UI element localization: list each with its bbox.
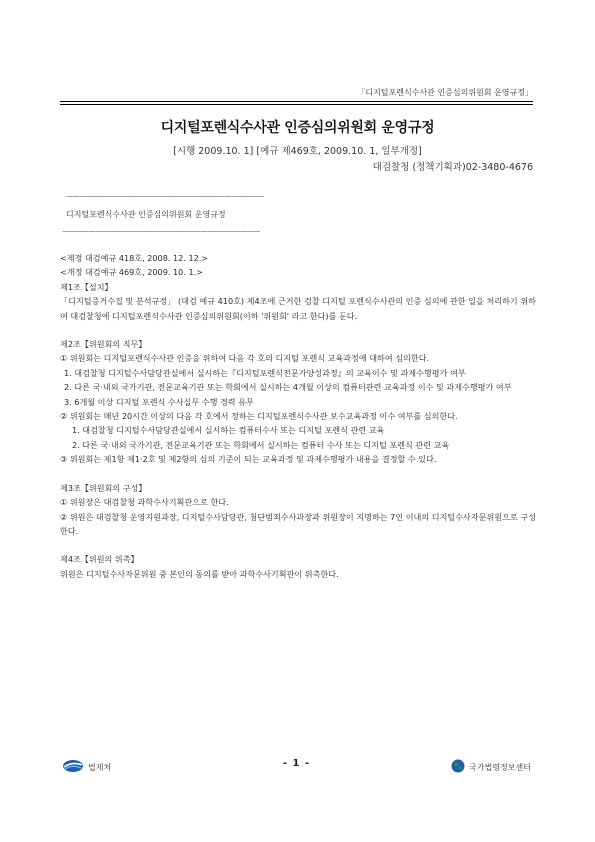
article-2-para-3: ③ 위원회는 제1항 제1·2호 및 제2항의 심의 기준이 되는 교육과정 및 과제수행평가 내용을 결정할 수 있다. xyxy=(60,454,437,465)
footer-left-label: 법제처 xyxy=(88,763,112,772)
article-1-text: 「디지털증거수집 및 분석규정」 (대검 예규 410호) 제4조에 근거한 검찰 디지털 포렌식수사관의 인증 심의에 관한 일을 처리하기 위하여 대검찰청에 디지털포렌식수사관 인증심의위원회(이하 '위원회' 라고 한다)를 둔다. xyxy=(60,296,536,321)
article-2-para-2-item-1: 1. 대검찰청 디지털수사담당관실에서 실시하는 컴퓨터수사 또는 디지털 포렌식 관련 교육 xyxy=(72,425,385,436)
toc-divider-top: —————————————————————————————— xyxy=(66,192,265,200)
footer-right xyxy=(451,758,531,777)
history-enactment: <제정 대검예규 418호, 2008. 12. 12.> xyxy=(60,253,209,263)
article-2-para-2-item-2: 2. 다른 국·내외 국가기관, 전문교육기관 또는 학회에서 실시하는 컴퓨터 수사 또는 디지털 포렌식 관련 교육 xyxy=(72,439,450,450)
history-amendment: <개정 대검예규 469호, 2009. 10. 1.> xyxy=(60,267,203,278)
document-title: 디지털포렌식수사관 인증심의위원회 운영규정 xyxy=(160,120,435,136)
department-contact: 대검찰청 (정책기획과)02-3480-4676 xyxy=(372,162,533,173)
globe-icon xyxy=(451,758,465,777)
header-tag: 「디지털포렌식수사관 인증심의위원회 운영규정」 xyxy=(357,88,533,97)
article-2-para-1-item-1: 1. 대검찰청 디지털수사담당관실에서 실시하는『디지털포렌식전문가양성과정』의 교육이수 및 과제수행평가 여부 xyxy=(64,367,466,378)
page-footer xyxy=(60,757,533,777)
regulation-body xyxy=(60,251,536,581)
toc-divider-bottom: —————————————————————————————— xyxy=(62,227,261,235)
header-rule xyxy=(60,101,533,105)
article-4-heading: 제4조【위원의 위촉】 xyxy=(60,554,139,565)
article-2-para-1: ① 위원회는 디지털포렌식수사관 인증을 위하여 다음 각 호의 디지털 포렌식 교육과정에 대하여 심의한다. xyxy=(60,353,430,364)
toc-title: 디지털포렌식수사관 인증심의위원회 운영규정 xyxy=(66,210,226,219)
article-3-para-1: ① 위원장은 대검찰청 과학수사기획관으로 한다. xyxy=(60,497,229,508)
article-4-text: 위원은 디지털수사자문위원 중 본인의 동의를 받아 과학수사기획관이 위촉한다. xyxy=(60,568,339,579)
article-2-para-1-item-2: 2. 다른 국·내외 국가기관, 전문교육기관 또는 학회에서 실시하는 4개월 이상의 컴퓨터관련 교육과정 이수 및 과제수행평가 여부 xyxy=(64,382,512,393)
article-2-para-1-item-3: 3. 6개월 이상 디지털 포렌식 수사실무 수행 경력 유무 xyxy=(64,396,254,407)
article-1-heading: 제1조【설치】 xyxy=(60,281,113,292)
article-3-heading: 제3조【위원회의 구성】 xyxy=(60,482,147,493)
article-2-heading: 제2조【위원회의 직무】 xyxy=(60,339,147,350)
page-number: - 1 - xyxy=(282,758,311,769)
footer-right-label: 국가법령정보센터 xyxy=(469,763,531,772)
article-2-para-2: ② 위원회는 매년 20시간 이상의 다음 각 호에서 정하는 디지털포렌식수사관 보수교육과정 이수 여부를 심의한다. xyxy=(60,411,458,422)
article-3-para-2: ② 위원은 대검찰청 운영지원과장, 디지털수사담당관, 첨단범죄수사과장과 위원장이 지명하는 7인 이내의 디지털수사자문위원으로 구성한다. xyxy=(60,511,536,536)
enactment-info: [시행 2009.10. 1] [예규 제469호, 2009.10. 1, 일부개정] xyxy=(173,146,422,157)
